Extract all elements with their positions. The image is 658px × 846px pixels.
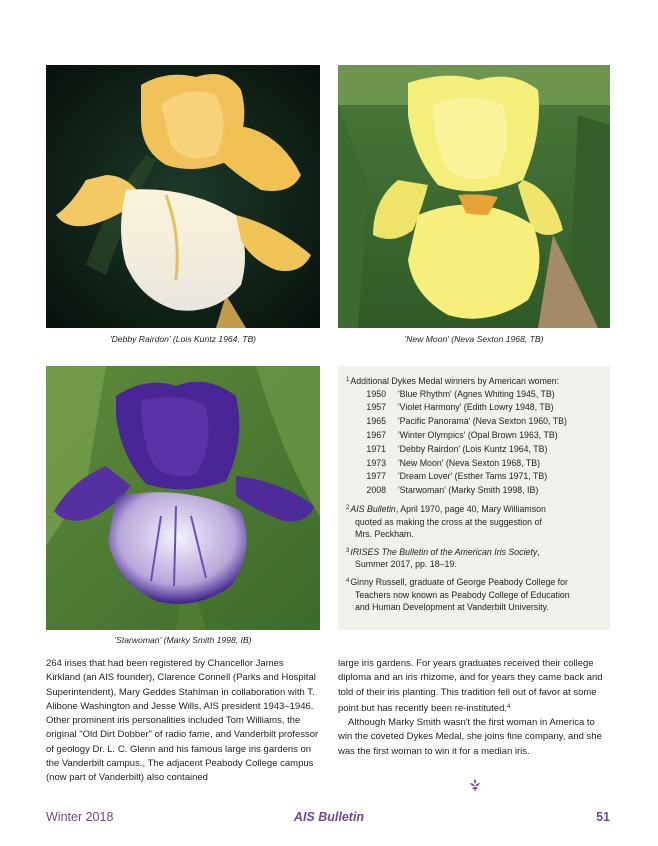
winner-row bbox=[346, 388, 600, 402]
winner-year: 1977 bbox=[366, 471, 386, 482]
body-column-left bbox=[46, 657, 320, 786]
winner-year: 1957 bbox=[366, 402, 386, 413]
winner-row bbox=[346, 443, 600, 457]
footer-page-number: 51 bbox=[596, 810, 610, 824]
photo-caption-starwoman: 'Starwoman' (Marky Smith 1998, IB) bbox=[114, 635, 252, 645]
winner-entry: 'Dream Lover' (Esther Tams 1971, TB) bbox=[398, 471, 548, 482]
body-paragraph: Although Marky Smith wasn't the first woman in America to win the coveted Dykes Medal, she joins fine company, and she was the first woman to win it for a median iris. bbox=[338, 717, 602, 757]
winner-row bbox=[346, 470, 600, 484]
photo-new-moon bbox=[338, 65, 610, 328]
winner-entry: 'Debby Rairdon' (Lois Kuntz 1964, TB) bbox=[398, 443, 548, 454]
winner-row bbox=[346, 429, 600, 443]
photo-starwoman bbox=[46, 366, 320, 630]
winner-year: 1971 bbox=[366, 443, 386, 454]
footnote-4-text-3: and Human Development at Vanderbilt University. bbox=[355, 602, 549, 613]
footnote-2-text-1: , April 1970, page 40, Mary Williamson bbox=[395, 503, 546, 514]
winner-entry: 'Starwoman' (Marky Smith 1998, IB) bbox=[398, 485, 539, 496]
footnote-2 bbox=[346, 502, 600, 541]
winner-row bbox=[346, 484, 600, 498]
winner-row bbox=[346, 401, 600, 415]
winner-year: 1950 bbox=[366, 388, 386, 399]
footnote-4 bbox=[346, 575, 600, 614]
footnote-4-text-2: Teachers now known as Peabody College of Education bbox=[355, 589, 570, 600]
winner-entry: 'Violet Harmony' (Edith Lowry 1948, TB) bbox=[398, 402, 554, 413]
winner-year: 1967 bbox=[366, 429, 386, 440]
winner-row bbox=[346, 457, 600, 471]
footnote-1 bbox=[346, 374, 600, 388]
body-paragraph-text: large iris gardens. For years graduates received their college diploma and an iris rhizome, and for years they came back and told of their iris planting. This tradition fell out of favor at some point but has recently been re-instituted. bbox=[338, 658, 603, 714]
iris-flower-ornament-icon bbox=[468, 778, 482, 792]
footnote-3-text-2: Summer 2017, pp. 18–19. bbox=[355, 559, 457, 570]
footnote-3 bbox=[346, 545, 600, 571]
footnote-3-text-1: , bbox=[537, 546, 540, 557]
body-paragraph: 264 irises that had been registered by Chancellor James Kirkland (an AIS founder), Clarence Connell (Parks and Hospital Superintendent), Mary Geddes Stahlman in collaboration with T. Alibone Washington and Jesse Wills, AIS president 1943–1946. Other prominent iris personalities included Tom Williams, the original "Old Dirt Dobber" of radio fame, and Vanderbilt professor of geology Dr. L. C. Glenn and his famous large iris gardens on the Vanderbilt campus., The adjacent Peabody College campus (now part of Vanderbilt) also contained bbox=[46, 658, 319, 784]
footnote-2-text-3: Mrs. Peckham. bbox=[355, 529, 414, 540]
footer-issue: Winter 2018 bbox=[46, 810, 114, 824]
winner-year: 1965 bbox=[366, 416, 386, 427]
footnote-4-marker: 4 bbox=[346, 577, 350, 584]
photo-caption-new-moon: 'New Moon' (Neva Sexton 1968, TB) bbox=[404, 334, 544, 344]
winner-row bbox=[346, 415, 600, 429]
body-paragraph bbox=[338, 657, 610, 716]
footnote-ref-4: 4 bbox=[507, 703, 511, 710]
footer-publication: AIS Bulletin bbox=[293, 810, 365, 824]
winner-entry: 'Blue Rhythm' (Agnes Whiting 1945, TB) bbox=[398, 388, 555, 399]
footnote-1-heading: Additional Dykes Medal winners by American women: bbox=[350, 376, 560, 386]
footnotes-sidebar bbox=[338, 366, 610, 630]
winner-entry: 'Pacific Panorama' (Neva Sexton 1960, TB) bbox=[398, 416, 567, 427]
dykes-winners-list bbox=[346, 388, 600, 498]
footnote-3-title: IRISES The Bulletin of the American Iris Society bbox=[350, 546, 538, 557]
footnote-4-text-1: Ginny Russell, graduate of George Peabody College for bbox=[350, 576, 568, 587]
winner-entry: 'Winter Olympics' (Opal Brown 1963, TB) bbox=[398, 429, 558, 440]
footnote-2-title: AIS Bulletin bbox=[350, 503, 396, 514]
body-column-right bbox=[338, 657, 610, 759]
winner-year: 1973 bbox=[366, 457, 386, 468]
footnote-2-marker: 2 bbox=[346, 504, 350, 511]
winner-entry: 'New Moon' (Neva Sexton 1968, TB) bbox=[398, 457, 541, 468]
winner-year: 2008 bbox=[366, 485, 386, 496]
photo-caption-debby-rairdon: 'Debby Rairdon' (Lois Kuntz 1964, TB) bbox=[109, 334, 257, 344]
footnote-2-text-2: quoted as making the cross at the suggestion of bbox=[355, 516, 542, 527]
footnote-1-marker: 1 bbox=[346, 377, 350, 383]
photo-debby-rairdon bbox=[46, 65, 320, 328]
footnote-3-marker: 3 bbox=[346, 547, 350, 554]
